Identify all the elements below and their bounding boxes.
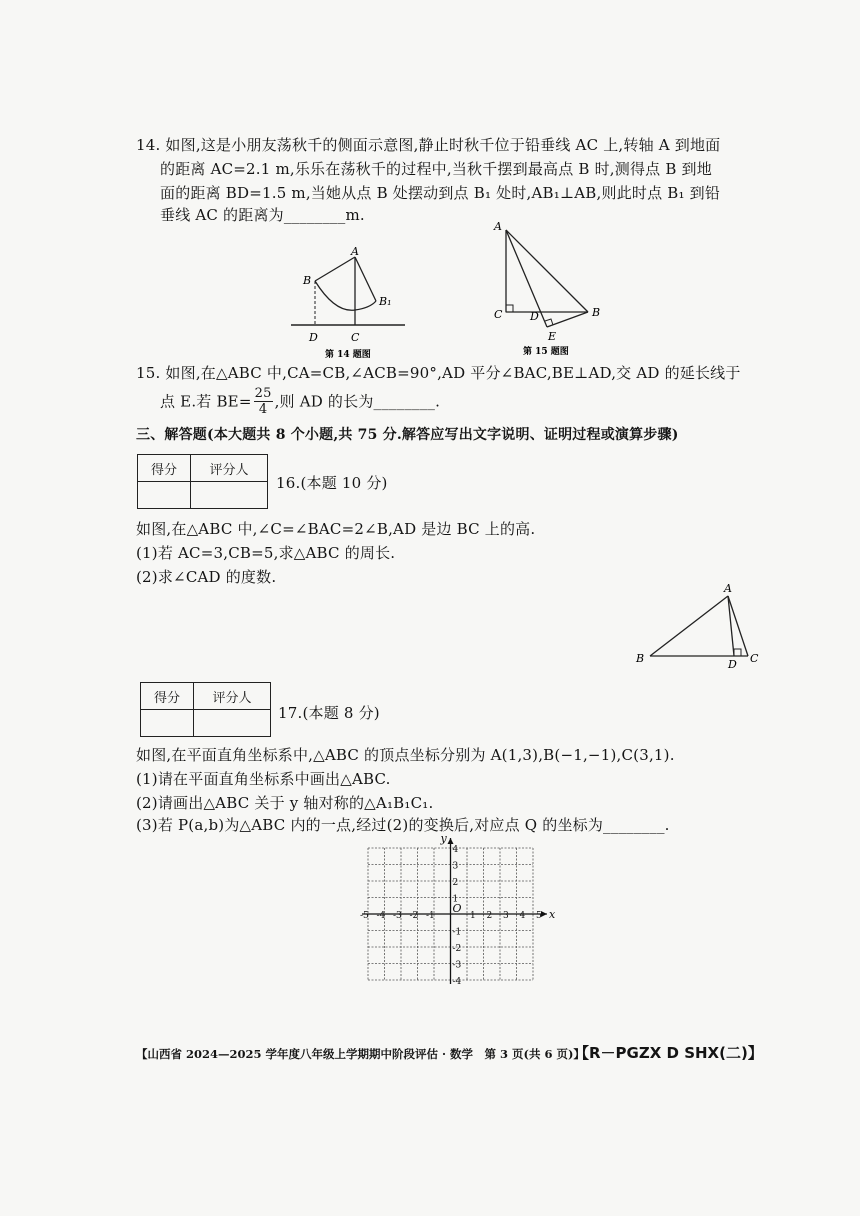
x-tick-label: 5 bbox=[536, 911, 542, 921]
segment-ab1 bbox=[355, 257, 376, 301]
label-b1: B₁ bbox=[379, 295, 392, 308]
x-axis-label: x bbox=[549, 908, 556, 921]
fraction-numerator: 25 bbox=[254, 386, 272, 401]
score-header: 得分 bbox=[141, 683, 194, 710]
grader-cell[interactable] bbox=[194, 710, 271, 737]
q14-line4: 垂线 AC 的距离为________m. bbox=[160, 206, 365, 224]
figure-14-caption: 第 14 题图 bbox=[325, 350, 371, 360]
coordinate-grid[interactable] bbox=[340, 836, 570, 1000]
fraction bbox=[254, 386, 273, 417]
q14-line1: 14. 如图,这是小朋友荡秋千的侧面示意图,静止时秋千位于铅垂线 AC 上,转轴 A 到地面 bbox=[136, 136, 721, 154]
q16-line1: 如图,在△ABC 中,∠C=∠BAC=2∠B,AD 是边 BC 上的高. bbox=[136, 520, 536, 538]
q15-line2 bbox=[160, 386, 440, 426]
q15-line2-post: ,则 AD 的长为________. bbox=[274, 392, 441, 411]
q17-line1: 如图,在平面直角坐标系中,△ABC 的顶点坐标分别为 A(1,3),B(−1,−1),C(3,1). bbox=[136, 746, 675, 764]
y-tick-label: 2 bbox=[452, 878, 459, 888]
q14-line2: 的距离 AC=2.1 m,乐乐在荡秋千的过程中,当秋千摆到最高点 B 时,测得点 B 到地 bbox=[160, 160, 712, 178]
y-tick-label: 3 bbox=[452, 861, 459, 872]
y-tick-label: 4 bbox=[452, 845, 459, 855]
grader-cell[interactable] bbox=[191, 482, 268, 509]
footer-info: 【山西省 2024—2025 学年度八年级上学期期中阶段评估 · 数学 第 3 页(共 6 页)】 bbox=[136, 1047, 585, 1061]
q17-line4: (3)若 P(a,b)为△ABC 内的一点,经过(2)的变换后,对应点 Q 的坐标为________. bbox=[136, 816, 670, 834]
q17-header: 17.(本题 8 分) bbox=[278, 704, 380, 722]
label-b: B bbox=[636, 652, 645, 665]
figure-15 bbox=[490, 216, 610, 358]
score-table-17 bbox=[140, 682, 271, 737]
right-angle-d bbox=[734, 649, 741, 656]
origin-label: O bbox=[452, 902, 462, 915]
segment-ab bbox=[506, 230, 588, 312]
x-tick-label: 4 bbox=[519, 911, 526, 921]
x-tick-label: -3 bbox=[393, 911, 402, 921]
fraction-denominator: 4 bbox=[258, 402, 268, 417]
x-tick-label: -1 bbox=[426, 911, 435, 921]
label-e: E bbox=[548, 330, 557, 343]
label-c: C bbox=[750, 652, 759, 665]
q16-line2: (1)若 AC=3,CB=5,求△ABC 的周长. bbox=[136, 544, 396, 562]
y-axis-label: y bbox=[440, 836, 447, 845]
label-d: D bbox=[309, 331, 318, 344]
y-tick-label: 1 bbox=[452, 894, 459, 905]
label-a: A bbox=[351, 245, 359, 258]
label-d: D bbox=[728, 658, 737, 670]
y-axis-arrow bbox=[448, 838, 454, 844]
label-a: A bbox=[494, 220, 502, 233]
y-tick-label: -4 bbox=[452, 977, 462, 987]
figure-14 bbox=[285, 243, 415, 361]
y-tick-label: -1 bbox=[452, 927, 462, 938]
score-cell[interactable] bbox=[138, 482, 191, 509]
x-tick-label: -4 bbox=[376, 911, 386, 921]
x-tick-label: -5 bbox=[360, 911, 369, 921]
score-table-16 bbox=[137, 454, 268, 509]
swing-arc bbox=[315, 281, 376, 310]
q14-line3: 面的距离 BD=1.5 m,当她从点 B 处摆动到点 B₁ 处时,AB₁⊥AB,则此时点 B₁ 到铅 bbox=[160, 184, 721, 202]
label-c: C bbox=[351, 331, 360, 344]
figure-15-caption: 第 15 题图 bbox=[523, 347, 569, 357]
x-axis-arrow bbox=[541, 911, 547, 917]
label-b: B bbox=[592, 306, 601, 319]
score-header: 得分 bbox=[138, 455, 191, 482]
section-3-title: 三、解答题(本大题共 8 个小题,共 75 分.解答应写出文字说明、证明过程或演算步骤) bbox=[136, 427, 679, 443]
score-cell[interactable] bbox=[141, 710, 194, 737]
segment-ab bbox=[315, 257, 355, 281]
y-tick-label: -2 bbox=[452, 944, 462, 954]
q16-header: 16.(本题 10 分) bbox=[276, 474, 388, 492]
label-b: B bbox=[303, 274, 312, 287]
segment-ab bbox=[650, 596, 728, 656]
q16-line3: (2)求∠CAD 的度数. bbox=[136, 568, 277, 586]
label-a: A bbox=[724, 582, 732, 595]
label-d: D bbox=[530, 310, 539, 323]
figure-16 bbox=[630, 580, 770, 670]
q17-line2: (1)请在平面直角坐标系中画出△ABC. bbox=[136, 770, 391, 788]
q17-line3: (2)请画出△ABC 关于 y 轴对称的△A₁B₁C₁. bbox=[136, 794, 434, 812]
x-tick-label: 1 bbox=[470, 911, 476, 921]
grader-header: 评分人 bbox=[191, 455, 268, 482]
label-c: C bbox=[494, 308, 503, 321]
q15-line1: 15. 如图,在△ABC 中,CA=CB,∠ACB=90°,AD 平分∠BAC,BE⊥AD,交 AD 的延长线于 bbox=[136, 364, 741, 382]
right-angle-c bbox=[506, 305, 513, 312]
x-tick-label: 3 bbox=[503, 911, 509, 921]
q15-line2-pre: 点 E.若 BE= bbox=[160, 392, 252, 411]
x-tick-label: -2 bbox=[409, 911, 419, 921]
grader-header: 评分人 bbox=[194, 683, 271, 710]
x-tick-label: 2 bbox=[486, 911, 493, 921]
y-tick-label: -3 bbox=[452, 960, 462, 971]
footer-code: 【R－PGZX D SHX(二)】 bbox=[574, 1044, 763, 1062]
